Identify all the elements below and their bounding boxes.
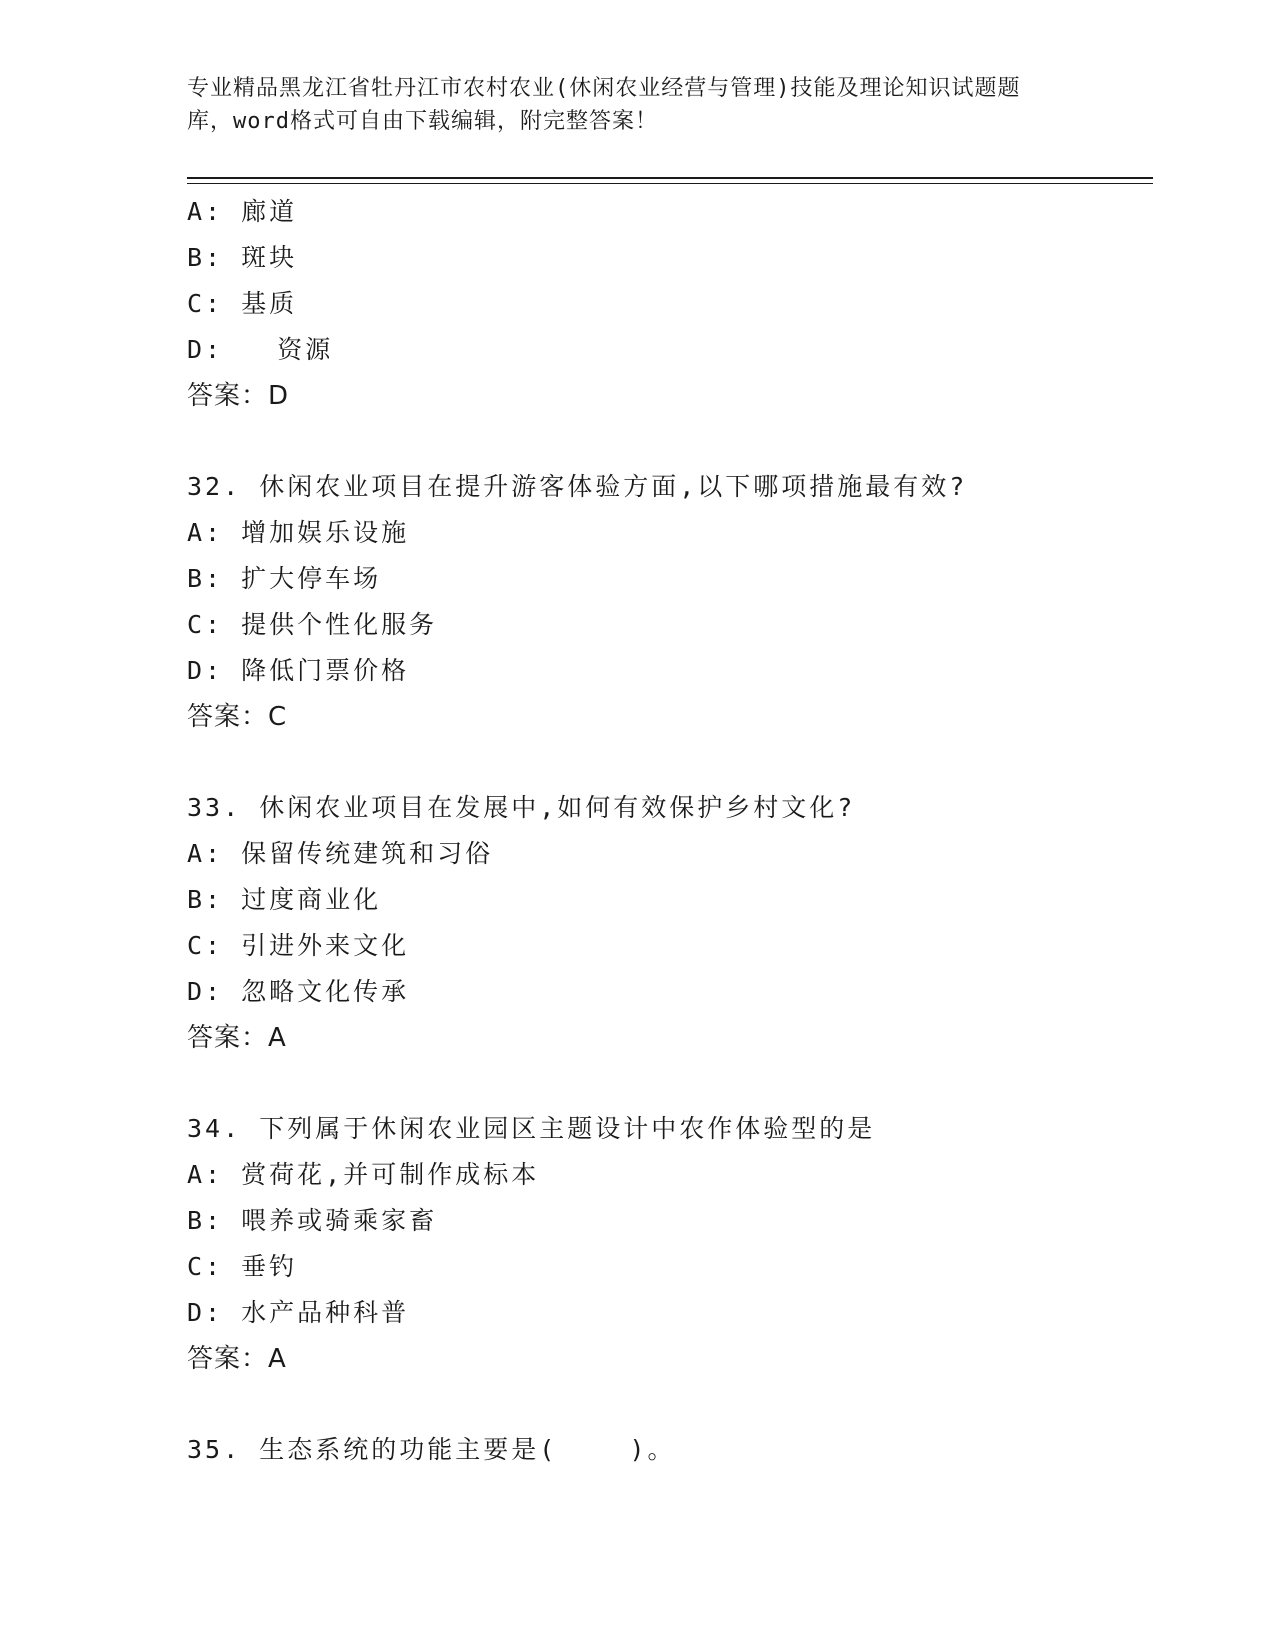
option-d: D: 水产品种科普	[187, 1298, 410, 1327]
option-a: A: 增加娱乐设施	[187, 518, 410, 547]
option-a: A: 赏荷花,并可制作成标本	[187, 1160, 540, 1189]
option-c: C: 提供个性化服务	[187, 610, 438, 639]
header-rule-thin	[187, 183, 1153, 184]
header-rule-thick	[187, 177, 1153, 179]
question-text: 32. 休闲农业项目在提升游客体验方面,以下哪项措施最有效?	[187, 472, 968, 501]
spacer	[187, 1382, 1147, 1427]
spacer	[187, 1061, 1147, 1106]
option-d: D: 资源	[187, 335, 334, 364]
question-block-35	[187, 1427, 1147, 1473]
question-list	[187, 189, 1147, 1473]
option-c: C: 基质	[187, 289, 298, 318]
option-b: B: 喂养或骑乘家畜	[187, 1206, 438, 1235]
spacer	[187, 740, 1147, 785]
header-line-2: 库，word格式可自由下载编辑，附完整答案！	[187, 109, 658, 134]
answer-line: 答案：C	[187, 702, 288, 732]
option-b: B: 扩大停车场	[187, 564, 382, 593]
spacer	[187, 419, 1147, 464]
option-b: B: 斑块	[187, 243, 298, 272]
option-c: C: 引进外来文化	[187, 931, 410, 960]
option-d: D: 忽略文化传承	[187, 977, 410, 1006]
option-d: D: 降低门票价格	[187, 656, 410, 685]
question-block-31	[187, 189, 1147, 419]
question-text: 35. 生态系统的功能主要是( )。	[187, 1435, 676, 1464]
question-block-33	[187, 785, 1147, 1061]
answer-line: 答案：A	[187, 1344, 287, 1374]
document-header	[187, 72, 1087, 138]
header-line-1: 专业精品黑龙江省牡丹江市农村农业(休闲农业经营与管理)技能及理论知识试题题	[187, 76, 1021, 101]
answer-line: 答案：A	[187, 1023, 287, 1053]
answer-line: 答案：D	[187, 381, 290, 411]
option-a: A: 保留传统建筑和习俗	[187, 839, 494, 868]
question-block-34	[187, 1106, 1147, 1382]
option-b: B: 过度商业化	[187, 885, 382, 914]
option-a: A: 廊道	[187, 197, 298, 226]
question-text: 34. 下列属于休闲农业园区主题设计中农作体验型的是	[187, 1114, 876, 1143]
option-c: C: 垂钓	[187, 1252, 298, 1281]
question-block-32	[187, 464, 1147, 740]
question-text: 33. 休闲农业项目在发展中,如何有效保护乡村文化?	[187, 793, 856, 822]
